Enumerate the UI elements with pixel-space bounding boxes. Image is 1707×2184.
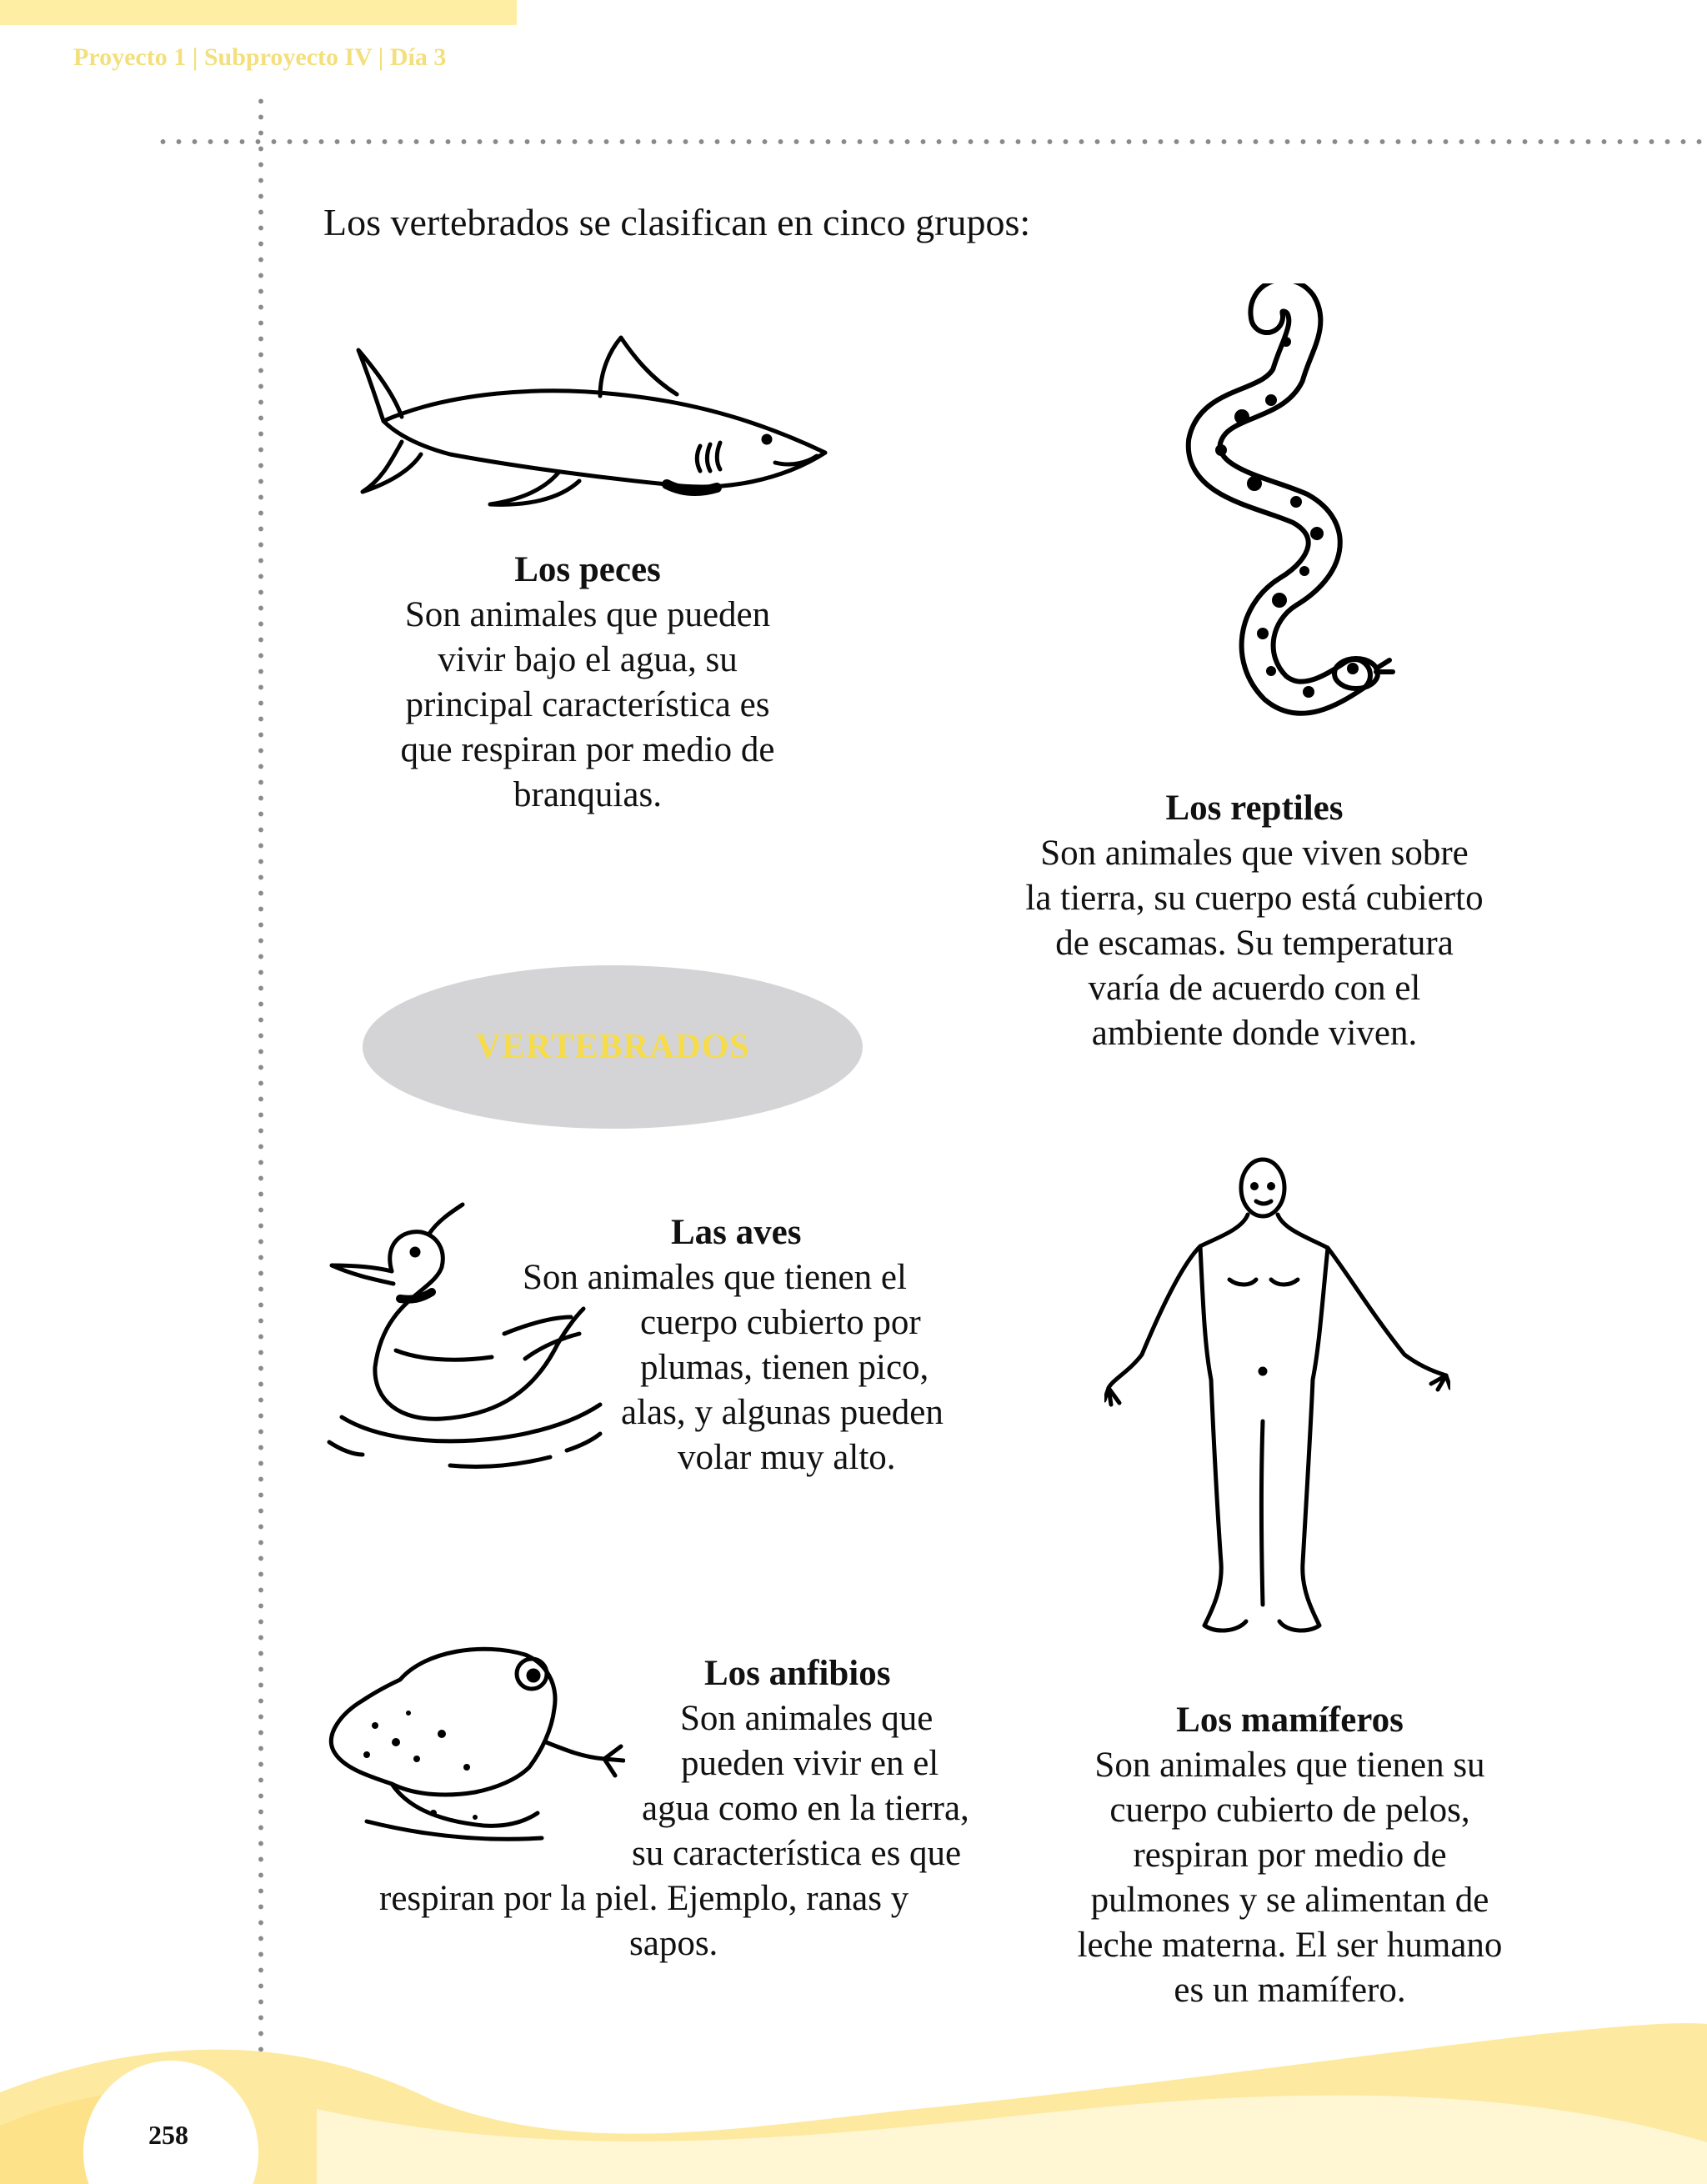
intro-sentence: Los vertebrados se clasifican en cinco grupos:: [323, 201, 1031, 243]
group-anfibios: [379, 1651, 1029, 1966]
group-peces-line: Son animales que pueden: [404, 595, 771, 634]
group-mamiferos-line: es un mamífero.: [1174, 1971, 1406, 2010]
group-anfibios-line: su característica es que: [632, 1834, 962, 1873]
page-number-circle: [79, 2052, 263, 2184]
group-anfibios-title: Los anfibios: [704, 1654, 891, 1693]
group-mamiferos-line: leche materna. El ser humano: [1077, 1926, 1503, 1965]
group-anfibios-line: sapos.: [629, 1924, 718, 1963]
snake-illustration: [1163, 283, 1413, 734]
header-color-band: [0, 0, 517, 25]
horizontal-dotted-rule: [155, 138, 1707, 145]
group-reptiles-line: varía de acuerdo con el: [1088, 969, 1421, 1008]
group-aves-title: Las aves: [671, 1213, 802, 1252]
group-mamiferos-line: respiran por medio de: [1133, 1836, 1447, 1875]
page-number: 258: [148, 2120, 188, 2150]
shark-illustration: [350, 329, 833, 517]
group-reptiles: [967, 786, 1542, 1056]
group-peces-line: vivir bajo el agua, su: [438, 640, 738, 679]
vertebrados-oval: [363, 965, 863, 1129]
vertebrados-label: VERTEBRADOS: [475, 1028, 750, 1066]
group-mamiferos-line: pulmones y se alimentan de: [1090, 1881, 1489, 1920]
group-reptiles-line: ambiente donde viven.: [1091, 1014, 1418, 1053]
group-mamiferos-line: Son animales que tienen su: [1094, 1746, 1485, 1785]
human-illustration: [1104, 1155, 1450, 1655]
group-anfibios-line: Son animales que: [680, 1699, 934, 1738]
group-reptiles-line: Son animales que viven sobre: [1040, 834, 1469, 873]
group-peces-line: principal característica es: [405, 685, 770, 724]
group-reptiles-line: de escamas. Su temperatura: [1055, 924, 1454, 963]
group-anfibios-line: pueden vivir en el: [681, 1744, 939, 1783]
group-aves: [500, 1210, 1000, 1480]
group-mamiferos-title: Los mamíferos: [1176, 1701, 1404, 1740]
group-aves-line: volar muy alto.: [678, 1438, 896, 1477]
group-mamiferos: [1017, 1698, 1563, 2013]
group-anfibios-line: respiran por la piel. Ejemplo, ranas y: [379, 1879, 909, 1918]
header-breadcrumb: Proyecto 1 | Subproyecto IV | Día 3: [73, 43, 447, 71]
group-peces-line: branquias.: [513, 775, 662, 814]
group-peces-title: Los peces: [514, 550, 661, 589]
group-aves-line: alas, y algunas pueden: [621, 1393, 944, 1432]
group-reptiles-title: Los reptiles: [1165, 789, 1344, 828]
group-aves-line: plumas, tienen pico,: [640, 1348, 929, 1387]
group-peces-line: que respiran por medio de: [400, 730, 775, 769]
group-reptiles-line: la tierra, su cuerpo está cubierto: [1025, 879, 1484, 918]
group-anfibios-line: agua como en la tierra,: [642, 1789, 969, 1828]
group-aves-line: cuerpo cubierto por: [640, 1303, 921, 1342]
vertical-dotted-rule: [258, 93, 264, 2065]
group-mamiferos-line: cuerpo cubierto de pelos,: [1109, 1791, 1470, 1830]
group-aves-line: Son animales que tienen el: [523, 1258, 907, 1297]
group-peces: [333, 548, 842, 818]
